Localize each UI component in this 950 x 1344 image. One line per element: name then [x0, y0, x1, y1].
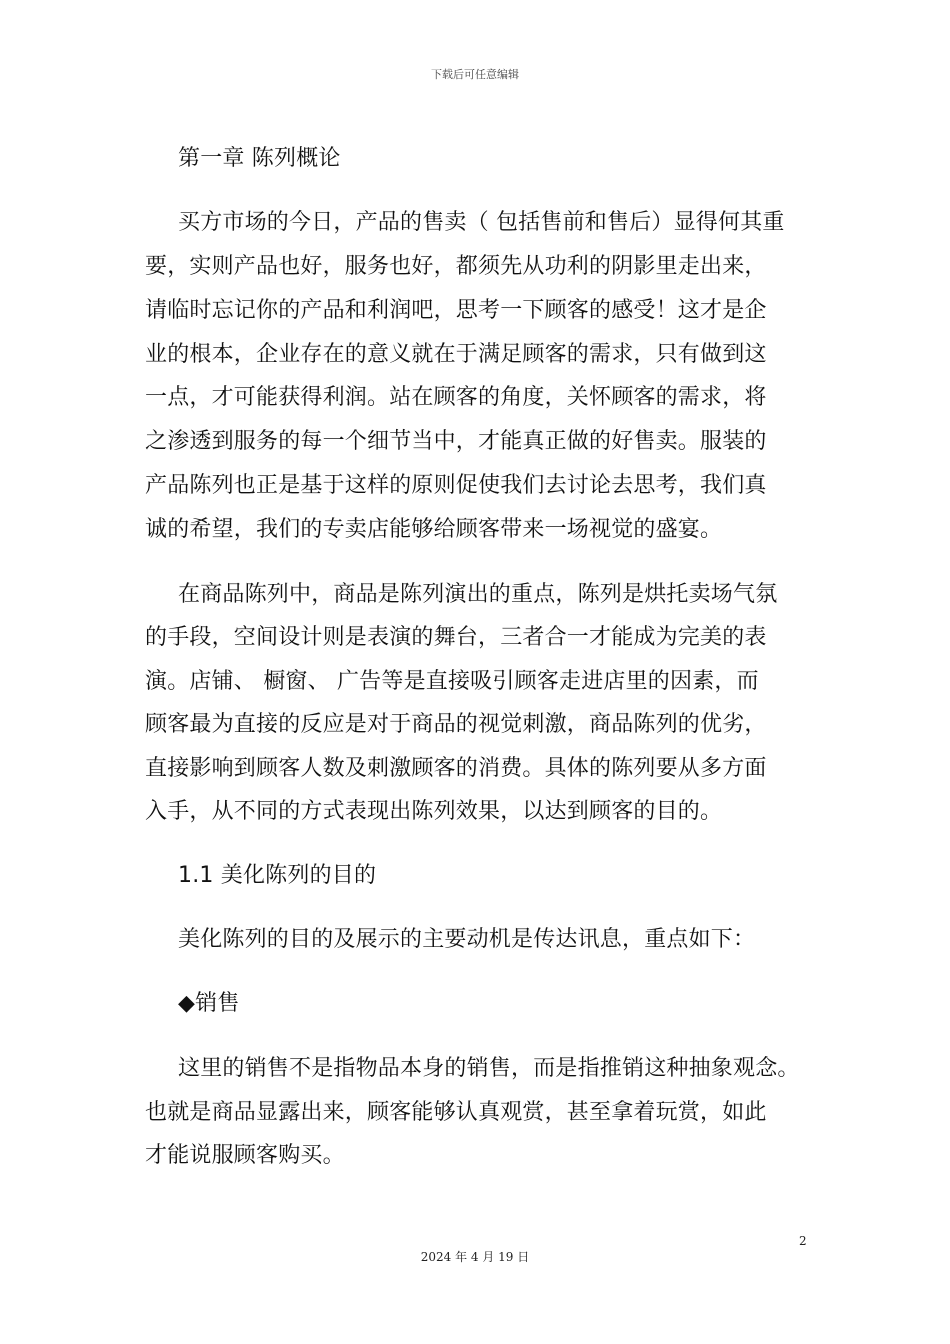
paragraph-line: 诚的希望，我们的专卖店能够给顾客带来一场视觉的盛宴。 [145, 517, 723, 542]
chapter-title: 第一章 陈列概论 [178, 146, 341, 171]
paragraph-line: 顾客最为直接的反应是对于商品的视觉刺激，商品陈列的优劣， [145, 712, 767, 737]
paragraph-line: 在商品陈列中，商品是陈列演出的重点，陈列是烘托卖场气氛 [178, 582, 778, 607]
paragraph-line: 这里的销售不是指物品本身的销售，而是指推销这种抽象观念。 [178, 1056, 800, 1081]
paragraph-line: 买方市场的今日，产品的售卖（ 包括售前和售后）显得何其重 [178, 210, 785, 235]
paragraph-line: 入手，从不同的方式表现出陈列效果，以达到顾客的目的。 [145, 799, 723, 824]
paragraph-line: 才能说服顾客购买。 [145, 1143, 345, 1168]
page-number: 2 [799, 1234, 807, 1248]
paragraph-line: 业的根本，企业存在的意义就在于满足顾客的需求，只有做到这 [145, 342, 767, 367]
paragraph-line: 的手段，空间设计则是表演的舞台，三者合一才能成为完美的表 [145, 625, 767, 650]
paragraph-line: 要，实则产品也好，服务也好，都须先从功利的阴影里走出来， [145, 254, 767, 279]
section-heading: 1.1 美化陈列的目的 [178, 863, 377, 888]
page-header: 下载后可任意编辑 [431, 68, 519, 81]
paragraph-line: 产品陈列也正是基于这样的原则促使我们去讨论去思考，我们真 [145, 473, 767, 498]
paragraph-line: 演。店铺、 橱窗、 广告等是直接吸引顾客走进店里的因素，而 [145, 669, 759, 694]
paragraph-line: 也就是商品显露出来，顾客能够认真观赏，甚至拿着玩赏，如此 [145, 1100, 767, 1125]
bullet-heading: ◆销售 [178, 991, 240, 1016]
footer-date: 2024 年 4 月 19 日 [420, 1250, 530, 1264]
paragraph-line: 一点，才可能获得利润。站在顾客的角度，关怀顾客的需求，将 [145, 385, 767, 410]
paragraph-line: 请临时忘记你的产品和利润吧，思考一下顾客的感受！这才是企 [145, 298, 767, 323]
intro-line: 美化陈列的目的及展示的主要动机是传达讯息，重点如下： [178, 927, 756, 952]
paragraph-line: 之渗透到服务的每一个细节当中，才能真正做的好售卖。服装的 [145, 429, 767, 454]
paragraph-line: 直接影响到顾客人数及刺激顾客的消费。具体的陈列要从多方面 [145, 756, 767, 781]
